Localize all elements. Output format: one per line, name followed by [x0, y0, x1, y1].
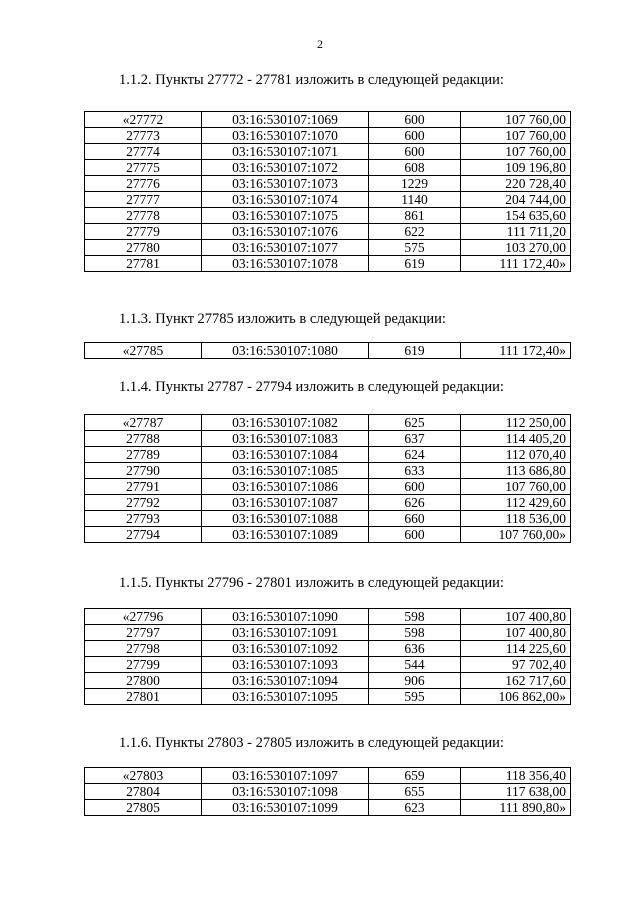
area-cell: 600	[369, 479, 461, 495]
cost-cell: 109 196,80	[461, 160, 571, 176]
area-cell: 861	[369, 208, 461, 224]
cost-cell: 107 760,00	[461, 144, 571, 160]
item-number-cell: 27778	[85, 208, 202, 224]
cadastral-number-cell: 03:16:530107:1076	[202, 224, 369, 240]
item-number-cell: 27781	[85, 256, 202, 272]
cost-cell: 106 862,00»	[461, 689, 571, 705]
cadastral-number-cell: 03:16:530107:1070	[202, 128, 369, 144]
area-cell: 660	[369, 511, 461, 527]
register-table	[84, 342, 571, 359]
item-number-cell: 27794	[85, 527, 202, 543]
table-row	[85, 673, 571, 689]
area-cell: 600	[369, 128, 461, 144]
section-heading: 1.1.3. Пункт 27785 изложить в следующей редакции:	[119, 311, 446, 327]
cadastral-number-cell: 03:16:530107:1091	[202, 625, 369, 641]
cadastral-number-cell: 03:16:530107:1097	[202, 768, 369, 784]
item-number-cell: 27799	[85, 657, 202, 673]
table-row	[85, 224, 571, 240]
cost-cell: 107 760,00»	[461, 527, 571, 543]
cost-cell: 112 070,40	[461, 447, 571, 463]
cadastral-number-cell: 03:16:530107:1072	[202, 160, 369, 176]
cost-cell: 107 760,00	[461, 128, 571, 144]
cost-cell: 107 760,00	[461, 479, 571, 495]
cost-cell: 97 702,40	[461, 657, 571, 673]
page-number: 2	[317, 37, 323, 51]
table-row	[85, 431, 571, 447]
register-table	[84, 608, 571, 705]
item-number-cell: 27780	[85, 240, 202, 256]
table-row	[85, 208, 571, 224]
area-cell: 575	[369, 240, 461, 256]
cadastral-number-cell: 03:16:530107:1086	[202, 479, 369, 495]
item-number-cell: 27791	[85, 479, 202, 495]
table-row	[85, 160, 571, 176]
cost-cell: 111 890,80»	[461, 800, 571, 816]
table-row	[85, 192, 571, 208]
area-cell: 600	[369, 112, 461, 128]
cost-cell: 154 635,60	[461, 208, 571, 224]
item-number-cell: 27800	[85, 673, 202, 689]
area-cell: 598	[369, 625, 461, 641]
table-row	[85, 463, 571, 479]
area-cell: 595	[369, 689, 461, 705]
table-row	[85, 112, 571, 128]
table-row	[85, 144, 571, 160]
item-number-cell: 27779	[85, 224, 202, 240]
item-number-cell: 27774	[85, 144, 202, 160]
table-row	[85, 240, 571, 256]
cost-cell: 111 172,40»	[461, 343, 571, 359]
area-cell: 633	[369, 463, 461, 479]
table-row	[85, 256, 571, 272]
cost-cell: 162 717,60	[461, 673, 571, 689]
cost-cell: 113 686,80	[461, 463, 571, 479]
item-number-cell: 27792	[85, 495, 202, 511]
item-number-cell: 27775	[85, 160, 202, 176]
table-row	[85, 176, 571, 192]
area-cell: 655	[369, 784, 461, 800]
cost-cell: 107 400,80	[461, 625, 571, 641]
area-cell: 626	[369, 495, 461, 511]
area-cell: 544	[369, 657, 461, 673]
cadastral-number-cell: 03:16:530107:1071	[202, 144, 369, 160]
area-cell: 625	[369, 415, 461, 431]
section-heading: 1.1.2. Пункты 27772 - 27781 изложить в следующей редакции:	[119, 72, 504, 88]
area-cell: 608	[369, 160, 461, 176]
section-heading: 1.1.6. Пункты 27803 - 27805 изложить в следующей редакции:	[119, 735, 504, 751]
item-number-cell: 27804	[85, 784, 202, 800]
cost-cell: 114 405,20	[461, 431, 571, 447]
register-table	[84, 414, 571, 543]
table-row	[85, 800, 571, 816]
table-row	[85, 657, 571, 673]
register-table	[84, 111, 571, 272]
table-row	[85, 511, 571, 527]
table-row	[85, 343, 571, 359]
item-number-cell: «27787	[85, 415, 202, 431]
cost-cell: 220 728,40	[461, 176, 571, 192]
area-cell: 1140	[369, 192, 461, 208]
table-row	[85, 479, 571, 495]
cadastral-number-cell: 03:16:530107:1085	[202, 463, 369, 479]
cadastral-number-cell: 03:16:530107:1082	[202, 415, 369, 431]
item-number-cell: 27788	[85, 431, 202, 447]
cadastral-number-cell: 03:16:530107:1074	[202, 192, 369, 208]
item-number-cell: «27796	[85, 609, 202, 625]
item-number-cell: 27805	[85, 800, 202, 816]
area-cell: 659	[369, 768, 461, 784]
area-cell: 636	[369, 641, 461, 657]
table-row	[85, 784, 571, 800]
item-number-cell: 27790	[85, 463, 202, 479]
cost-cell: 117 638,00	[461, 784, 571, 800]
table-row	[85, 495, 571, 511]
cadastral-number-cell: 03:16:530107:1080	[202, 343, 369, 359]
cadastral-number-cell: 03:16:530107:1073	[202, 176, 369, 192]
cadastral-number-cell: 03:16:530107:1083	[202, 431, 369, 447]
cadastral-number-cell: 03:16:530107:1098	[202, 784, 369, 800]
cost-cell: 103 270,00	[461, 240, 571, 256]
cost-cell: 107 760,00	[461, 112, 571, 128]
section-heading: 1.1.5. Пункты 27796 - 27801 изложить в следующей редакции:	[119, 575, 504, 591]
cost-cell: 204 744,00	[461, 192, 571, 208]
cadastral-number-cell: 03:16:530107:1099	[202, 800, 369, 816]
table-row	[85, 768, 571, 784]
table-row	[85, 689, 571, 705]
area-cell: 622	[369, 224, 461, 240]
table-row	[85, 641, 571, 657]
cadastral-number-cell: 03:16:530107:1084	[202, 447, 369, 463]
item-number-cell: 27776	[85, 176, 202, 192]
item-number-cell: 27793	[85, 511, 202, 527]
cadastral-number-cell: 03:16:530107:1093	[202, 657, 369, 673]
table-row	[85, 609, 571, 625]
cost-cell: 107 400,80	[461, 609, 571, 625]
cadastral-number-cell: 03:16:530107:1078	[202, 256, 369, 272]
area-cell: 906	[369, 673, 461, 689]
cost-cell: 111 172,40»	[461, 256, 571, 272]
area-cell: 619	[369, 343, 461, 359]
area-cell: 598	[369, 609, 461, 625]
area-cell: 600	[369, 144, 461, 160]
area-cell: 600	[369, 527, 461, 543]
cadastral-number-cell: 03:16:530107:1069	[202, 112, 369, 128]
cost-cell: 112 429,60	[461, 495, 571, 511]
item-number-cell: 27773	[85, 128, 202, 144]
cadastral-number-cell: 03:16:530107:1095	[202, 689, 369, 705]
item-number-cell: 27801	[85, 689, 202, 705]
cadastral-number-cell: 03:16:530107:1075	[202, 208, 369, 224]
cadastral-number-cell: 03:16:530107:1077	[202, 240, 369, 256]
cadastral-number-cell: 03:16:530107:1088	[202, 511, 369, 527]
cadastral-number-cell: 03:16:530107:1089	[202, 527, 369, 543]
register-table	[84, 767, 571, 816]
table-row	[85, 415, 571, 431]
table-row	[85, 527, 571, 543]
cadastral-number-cell: 03:16:530107:1094	[202, 673, 369, 689]
cadastral-number-cell: 03:16:530107:1092	[202, 641, 369, 657]
table-row	[85, 128, 571, 144]
area-cell: 619	[369, 256, 461, 272]
item-number-cell: «27803	[85, 768, 202, 784]
item-number-cell: 27798	[85, 641, 202, 657]
table-row	[85, 447, 571, 463]
table-row	[85, 625, 571, 641]
area-cell: 623	[369, 800, 461, 816]
cost-cell: 111 711,20	[461, 224, 571, 240]
item-number-cell: «27785	[85, 343, 202, 359]
cost-cell: 112 250,00	[461, 415, 571, 431]
cadastral-number-cell: 03:16:530107:1090	[202, 609, 369, 625]
cadastral-number-cell: 03:16:530107:1087	[202, 495, 369, 511]
cost-cell: 118 536,00	[461, 511, 571, 527]
cost-cell: 114 225,60	[461, 641, 571, 657]
item-number-cell: 27797	[85, 625, 202, 641]
area-cell: 637	[369, 431, 461, 447]
cost-cell: 118 356,40	[461, 768, 571, 784]
area-cell: 1229	[369, 176, 461, 192]
item-number-cell: «27772	[85, 112, 202, 128]
section-heading: 1.1.4. Пункты 27787 - 27794 изложить в следующей редакции:	[119, 379, 504, 395]
item-number-cell: 27777	[85, 192, 202, 208]
area-cell: 624	[369, 447, 461, 463]
item-number-cell: 27789	[85, 447, 202, 463]
